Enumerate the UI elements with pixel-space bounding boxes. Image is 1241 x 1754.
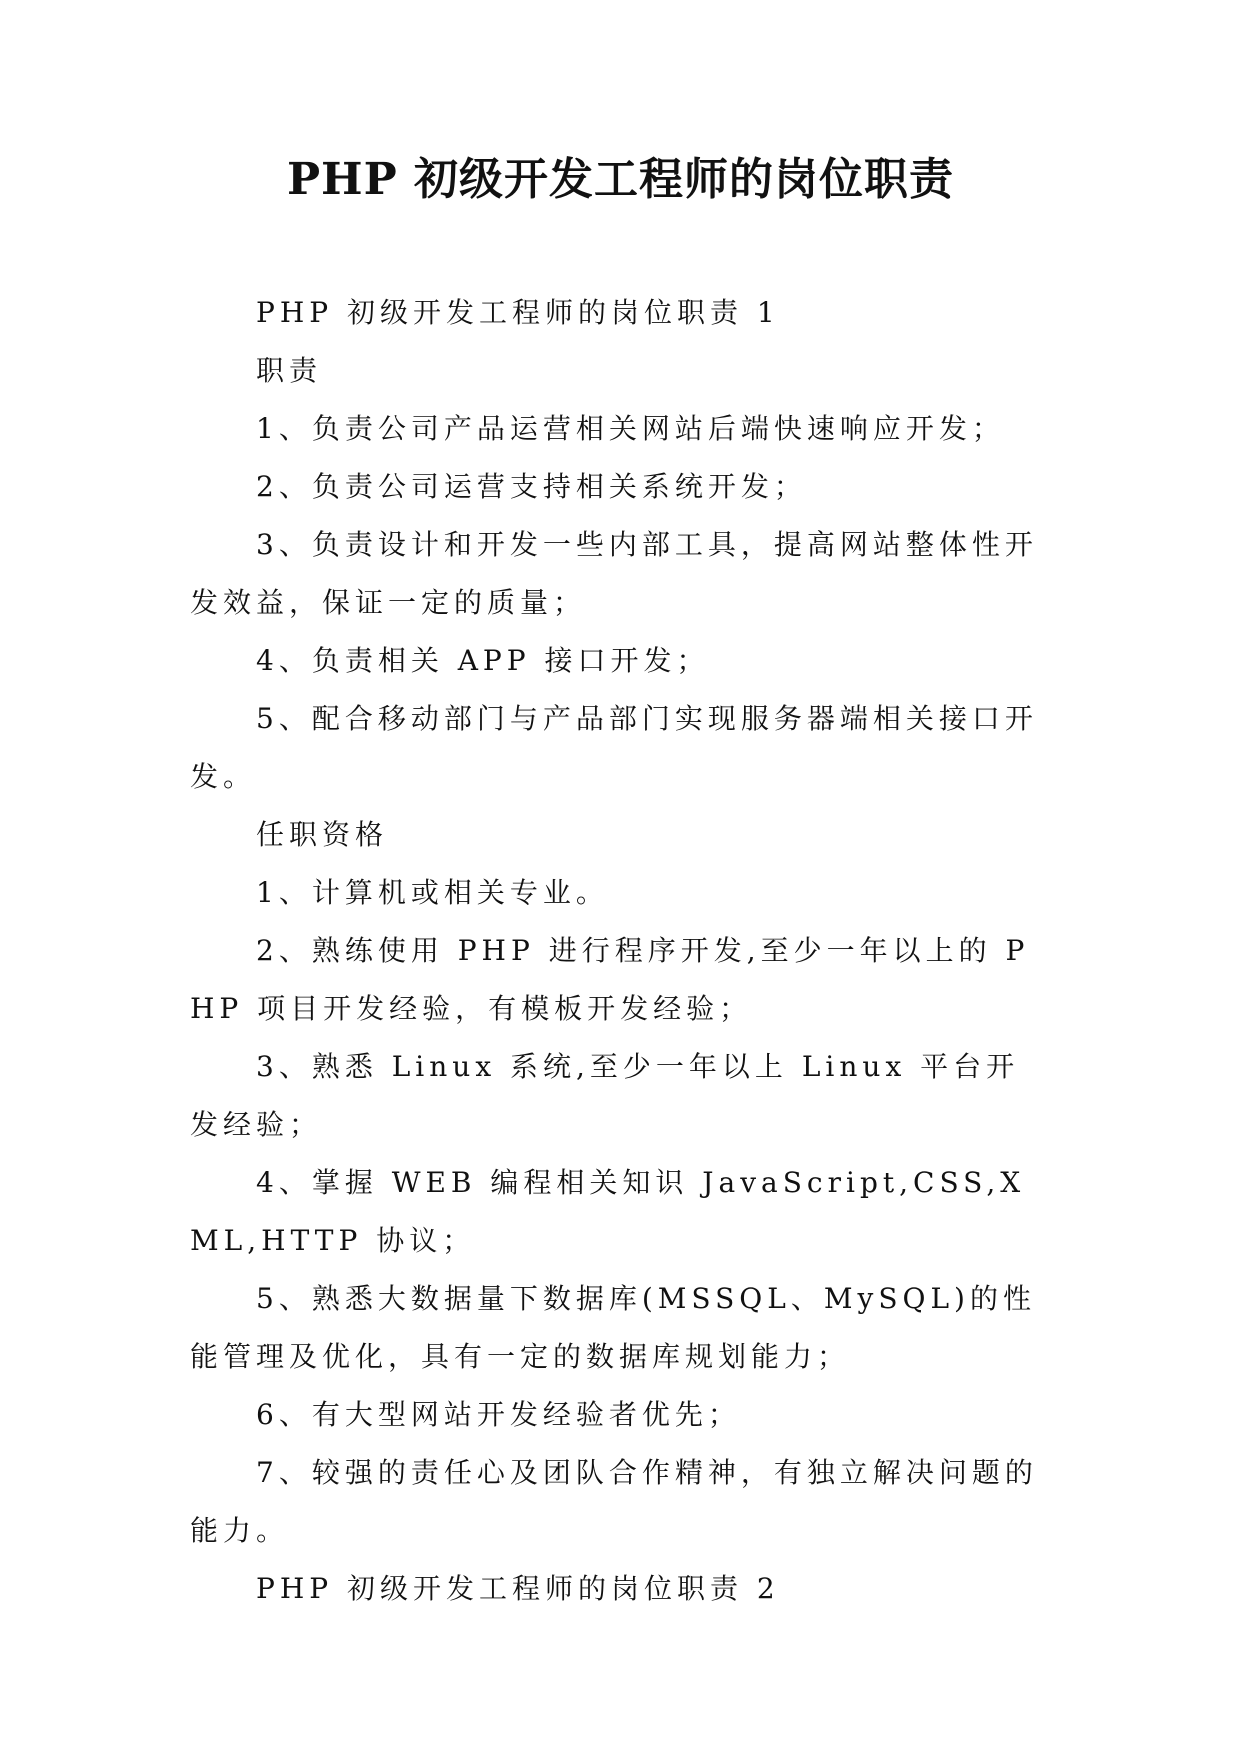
qualification-item-4: 4、掌握 WEB 编程相关知识 JavaScript,CSS,XML,HTTP 协议； (190, 1166, 1026, 1257)
duty-item-3: 3、负责设计和开发一些内部工具，提高网站整体性开发效益，保证一定的质量； (190, 528, 1038, 619)
qualification-item-7: 7、较强的责任心及团队合作精神，有独立解决问题的能力。 (190, 1456, 1038, 1547)
qualification-item-6: 6、有大型网站开发经验者优先； (256, 1398, 741, 1431)
qualification-item-2: 2、熟练使用 PHP 进行程序开发,至少一年以上的 PHP 项目开发经验，有模板开发经验； (190, 934, 1030, 1025)
duty-item-1: 1、负责公司产品运营相关网站后端快速响应开发； (256, 412, 1005, 445)
duty-item-4: 4、负责相关 APP 接口开发； (256, 644, 710, 677)
subheading-duties: 职责 (256, 354, 323, 387)
section-heading-1: PHP 初级开发工程师的岗位职责 1 (256, 296, 780, 329)
qualification-item-5: 5、熟悉大数据量下数据库(MSSQL、MySQL)的性能管理及优化，具有一定的数据库规划能力； (190, 1282, 1036, 1373)
subheading-qualifications: 任职资格 (256, 818, 389, 851)
qualification-item-3: 3、熟悉 Linux 系统,至少一年以上 Linux 平台开发经验； (190, 1050, 1020, 1141)
document-body (190, 284, 1050, 1618)
duty-item-5: 5、配合移动部门与产品部门实现服务器端相关接口开发。 (190, 702, 1038, 793)
qualification-item-1: 1、计算机或相关专业。 (256, 876, 609, 909)
section-heading-2: PHP 初级开发工程师的岗位职责 2 (256, 1572, 780, 1605)
duty-item-2: 2、负责公司运营支持相关系统开发； (256, 470, 807, 503)
document-title: PHP 初级开发工程师的岗位职责 (286, 154, 955, 205)
